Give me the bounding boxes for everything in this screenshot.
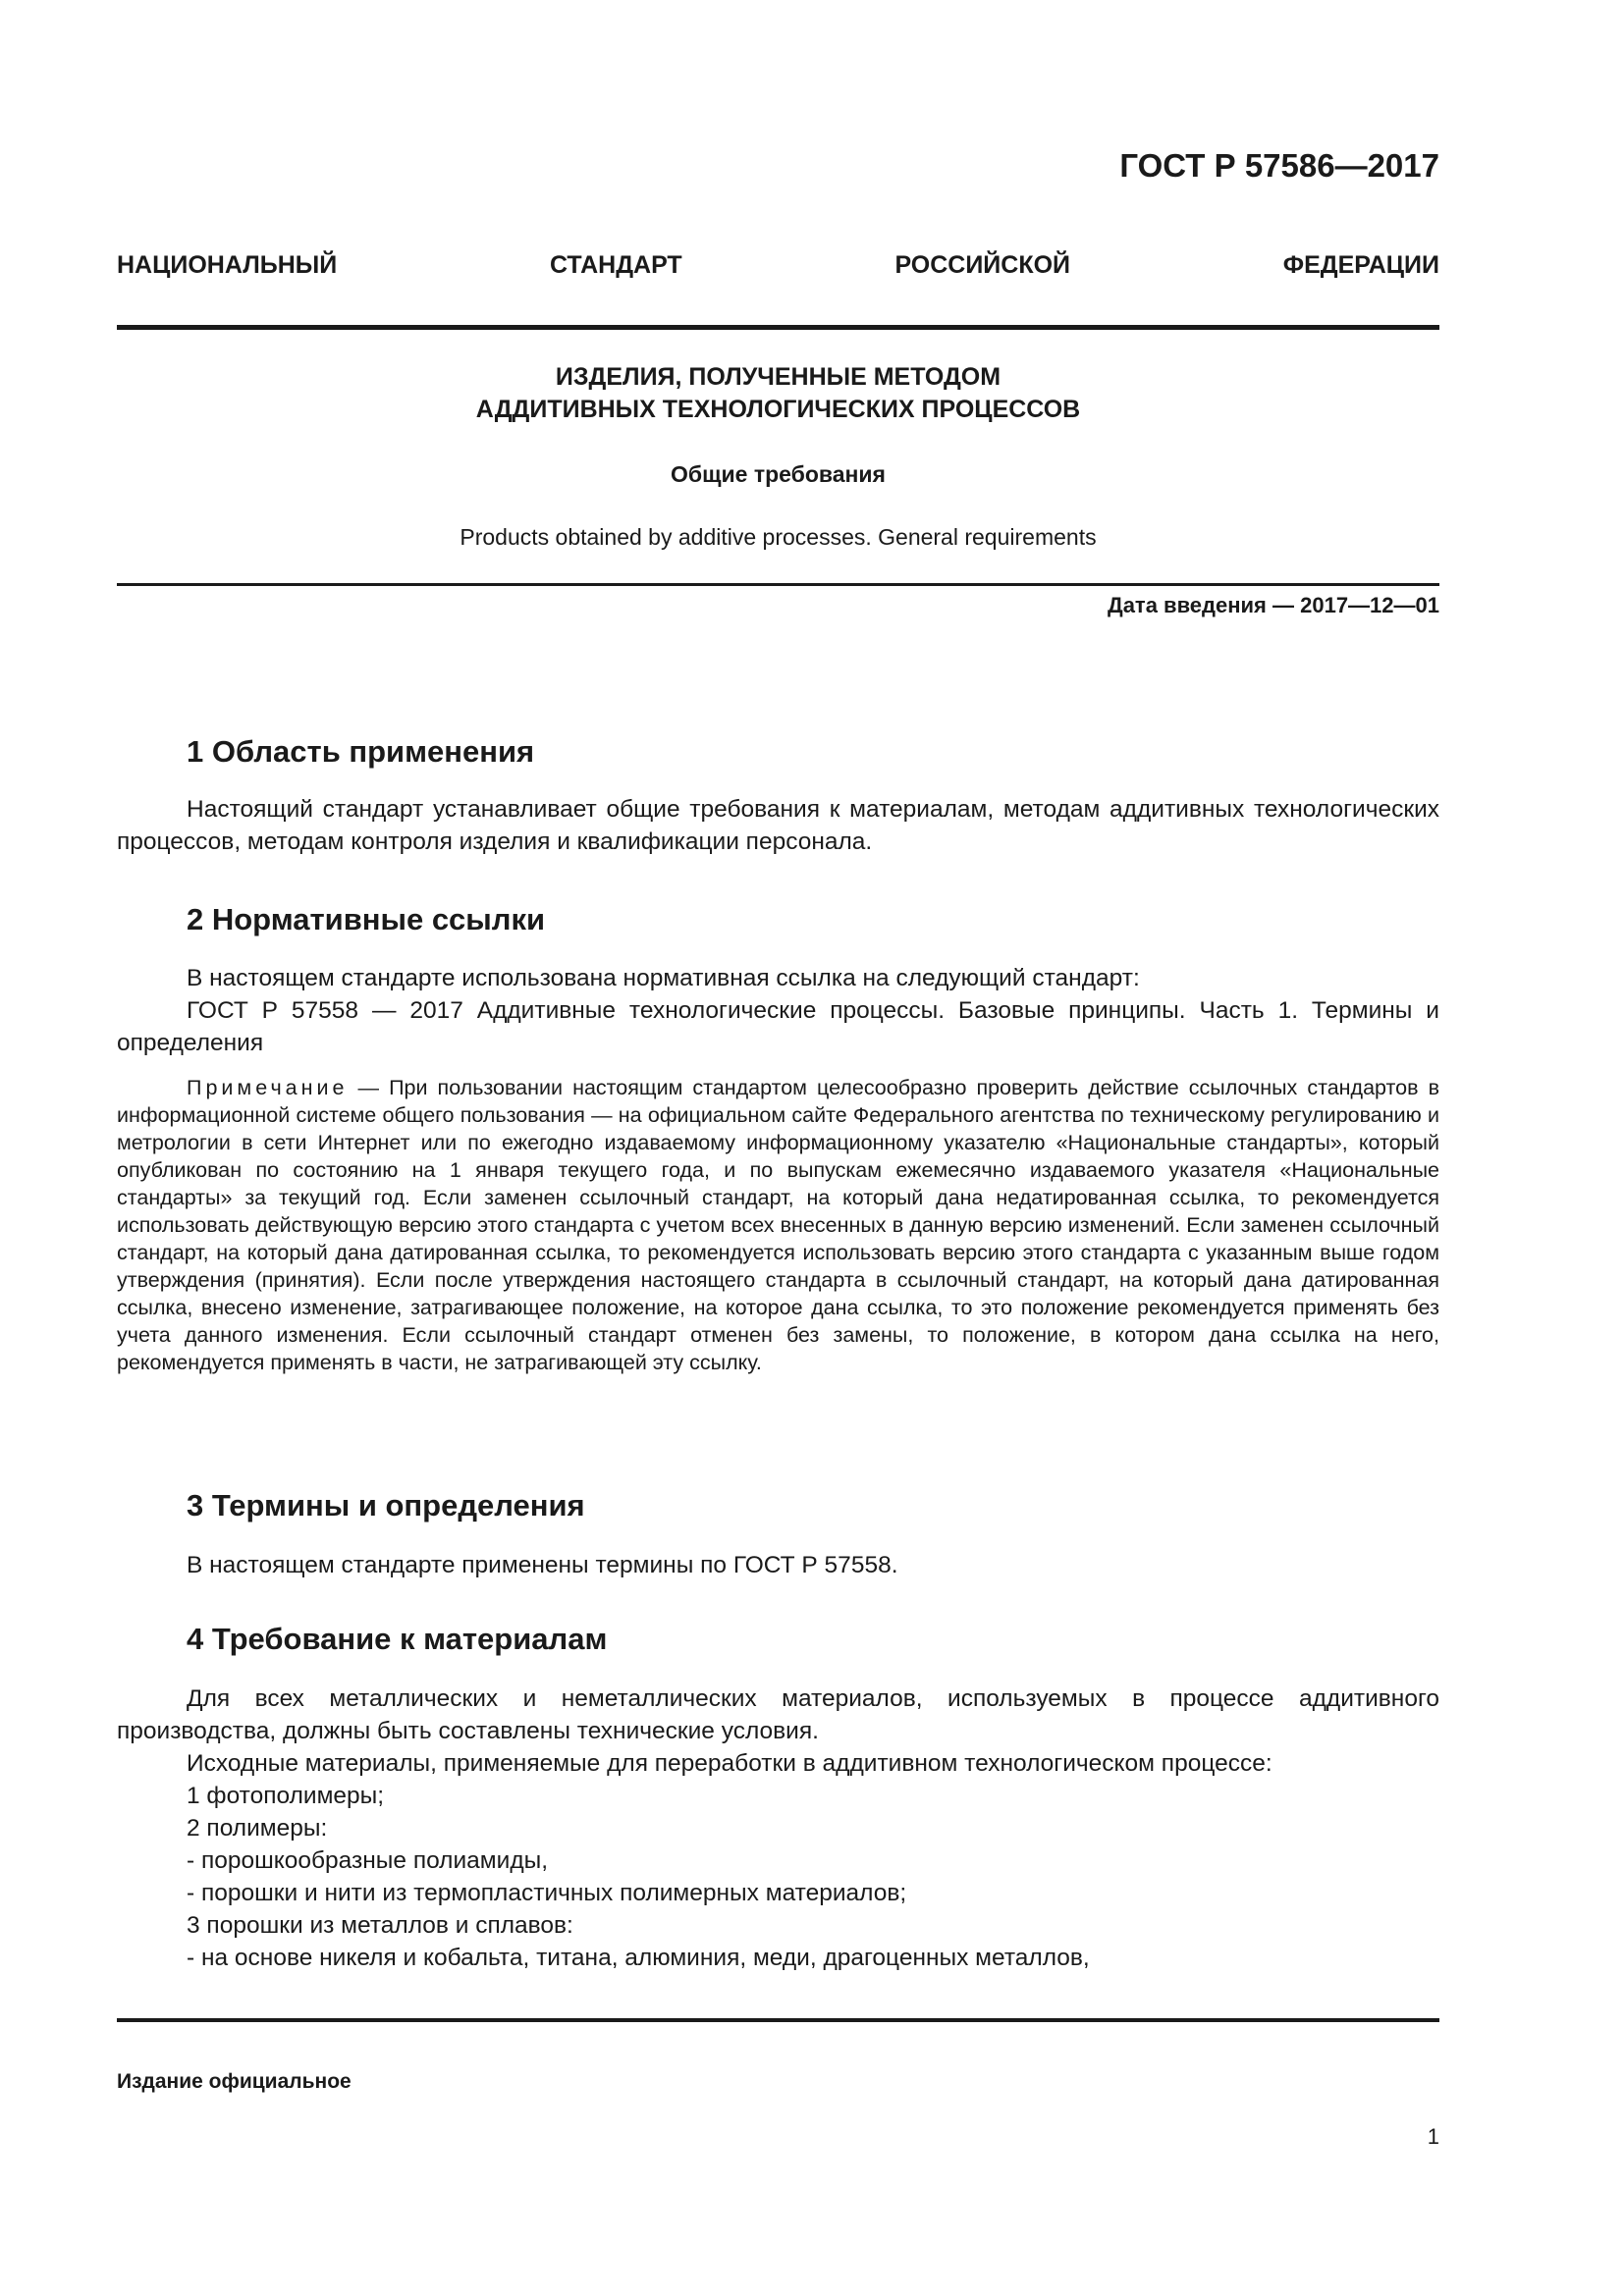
section-2-paragraph-2: ГОСТ Р 57558 — 2017 Аддитивные технологические процессы. Базовые принципы. Часть 1. Термины и определения [117, 997, 1439, 1056]
section-1-heading: 1 Область применения [187, 734, 535, 769]
title-line-1: ИЗДЕЛИЯ, ПОЛУЧЕННЫЕ МЕТОДОМ [555, 363, 1001, 391]
list-item: - порошкообразные полиамиды, [187, 1847, 549, 1874]
section-1-text: Настоящий стандарт устанавливает общие требования к материалам, методам аддитивных технологических процессов, методам контроля изделия и квалификации персонала. [117, 796, 1439, 855]
english-title: Products obtained by additive processes. General requirements [460, 524, 1097, 550]
section-2-note [117, 1074, 1439, 1376]
introduction-date: Дата введения — 2017—12—01 [1108, 593, 1439, 617]
note-text: — При пользовании настоящим стандартом целесообразно проверить действие ссылочных стандартов в информационной системе общего пользования — на официальном сайте Федерального агентства по техническому регулированию и метрологии в сети Интернет или по ежегодно издаваемому информационному указателю «Национальные стандарты», который опубликован по состоянию на 1 января текущего года, и по выпускам ежемесячно издаваемого указателя «Национальные стандарты» за текущий год. Если заменен ссылочный стандарт, на который дана недатированная ссылка, то рекомендуется использовать действующую версию этого стандарта с учетом всех внесенных в данную версию изменений. Если заменен ссылочный стандарт, на который дана датированная ссылка, то рекомендуется использовать версию этого стандарта с указанным выше годом утверждения (принятия). Если после утверждения настоящего стандарта в ссылочный стандарт, на который дана датированная ссылка, внесено изменение, затрагивающее положение, на которое дана ссылка, то это положение рекомендуется применять без учета данного изменения. Если ссылочный стандарт отменен без замены, то положение, в котором дана ссылка на него, рекомендуется применять в части, не затрагивающей эту ссылку. [117, 1076, 1439, 1374]
section-4-paragraph-1: Для всех металлических и неметаллических материалов, используемых в процессе аддитивного производства, должны быть составлены технические условия. [117, 1685, 1439, 1744]
section-4-paragraph-2: Исходные материалы, применяемые для переработки в аддитивном технологическом процессе: [187, 1750, 1272, 1777]
materials-list [117, 1780, 1439, 1974]
section-3-text: В настоящем стандарте применены термины по ГОСТ Р 57558. [187, 1552, 898, 1578]
edition-label: Издание официальное [117, 2070, 352, 2093]
list-item: - на основе никеля и кобальта, титана, алюминия, меди, драгоценных металлов, [187, 1945, 1090, 1971]
section-2-paragraph-1: В настоящем стандарте использована нормативная ссылка на следующий стандарт: [187, 965, 1140, 991]
national-standard-banner: НАЦИОНАЛЬНЫЙ СТАНДАРТ РОССИЙСКОЙ ФЕДЕРАЦИИ [117, 251, 1439, 279]
list-item: 2 полимеры: [187, 1815, 328, 1842]
document-number: ГОСТ Р 57586—2017 [1119, 147, 1439, 184]
top-rule [117, 325, 1439, 330]
document-title [117, 361, 1439, 426]
document-subtitle: Общие требования [671, 461, 886, 487]
footer-rule [117, 2018, 1439, 2022]
title-line-2: АДДИТИВНЫХ ТЕХНОЛОГИЧЕСКИХ ПРОЦЕССОВ [475, 396, 1081, 423]
note-label: Примечание [187, 1076, 349, 1099]
section-3-heading: 3 Термины и определения [187, 1488, 585, 1522]
title-rule [117, 583, 1439, 586]
page-number: 1 [1427, 2124, 1439, 2149]
list-item: - порошки и нити из термопластичных полимерных материалов; [187, 1880, 907, 1906]
section-4-heading: 4 Требование к материалам [187, 1622, 608, 1656]
list-item: 3 порошки из металлов и сплавов: [187, 1912, 573, 1939]
list-item: 1 фотополимеры; [187, 1783, 385, 1809]
section-2-heading: 2 Нормативные ссылки [187, 902, 546, 936]
